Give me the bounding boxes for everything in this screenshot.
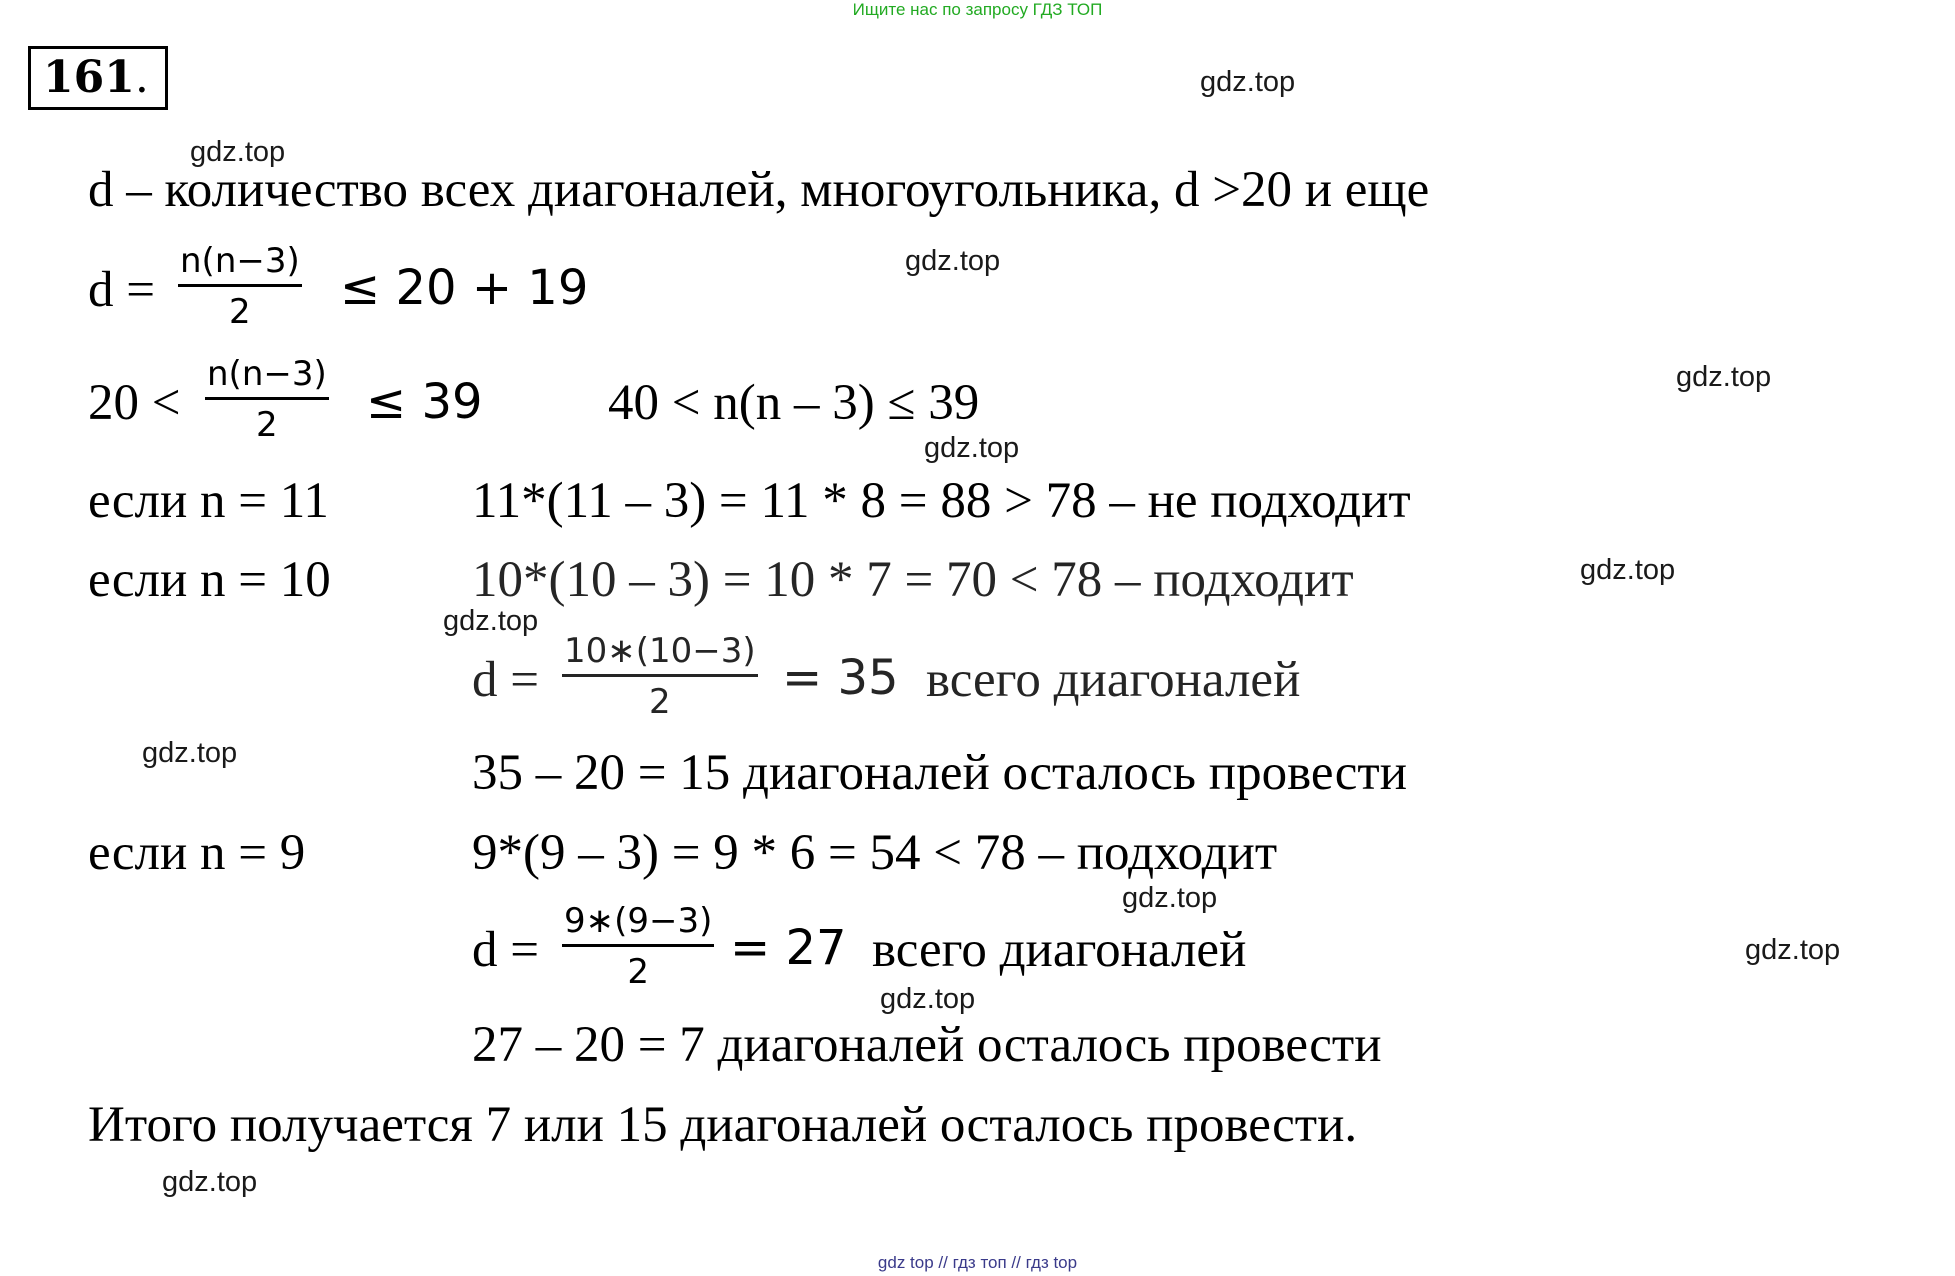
case-n10-calc: 10*(10 – 3) = 10 * 7 = 70 < 78 – подходит bbox=[472, 552, 1354, 608]
watermark: gdz.top bbox=[1200, 66, 1296, 98]
case-n10-d-value: = 35 bbox=[782, 650, 899, 706]
fraction-denominator: 2 bbox=[649, 682, 671, 722]
case-n9-d-text: всего диагоналей bbox=[872, 922, 1247, 978]
line-inequality-prefix: 20 < bbox=[88, 375, 181, 431]
watermark: gdz.top bbox=[880, 983, 976, 1015]
problem-number-box bbox=[28, 46, 168, 110]
line-definition: d – количество всех диагоналей, многоугольника, d >20 и еще bbox=[88, 162, 1430, 218]
case-n9-d-value: = 27 bbox=[730, 920, 847, 976]
watermark: gdz.top bbox=[1676, 361, 1772, 393]
case-n9-d-prefix: d = bbox=[472, 922, 540, 978]
footer-watermark: gdz top // гдз топ // гдз top bbox=[877, 1253, 1078, 1272]
fraction-inequality bbox=[205, 354, 329, 445]
case-n10-remaining: 35 – 20 = 15 диагоналей осталось провести bbox=[472, 745, 1408, 801]
watermark: gdz.top bbox=[190, 136, 286, 168]
watermark: gdz.top bbox=[1122, 882, 1218, 914]
watermark: gdz.top bbox=[162, 1166, 258, 1198]
fraction-n9 bbox=[562, 901, 714, 992]
watermark: gdz.top bbox=[443, 605, 539, 637]
fraction-formula bbox=[178, 241, 302, 332]
case-n9-calc: 9*(9 – 3) = 9 * 6 = 54 < 78 – подходит bbox=[472, 825, 1278, 881]
problem-number: 161 bbox=[43, 52, 135, 103]
fraction-numerator: n(n−3) bbox=[180, 241, 300, 281]
fraction-denominator: 2 bbox=[627, 952, 650, 992]
line-formula-suffix: ≤ 20 + 19 bbox=[340, 260, 589, 316]
fraction-numerator: 10∗(10−3) bbox=[564, 631, 756, 671]
line-inequality-right: 40 < n(n – 3) ≤ 39 bbox=[608, 375, 980, 431]
fraction-denominator: 2 bbox=[229, 292, 251, 332]
problem-number-dot: . bbox=[134, 52, 149, 103]
fraction-n10 bbox=[562, 631, 758, 722]
case-n9-label: если n = 9 bbox=[88, 825, 306, 881]
fraction-denominator: 2 bbox=[256, 405, 278, 445]
case-n10-d-text: всего диагоналей bbox=[926, 652, 1301, 708]
conclusion: Итого получается 7 или 15 диагоналей осталось провести. bbox=[88, 1097, 1358, 1153]
watermark: gdz.top bbox=[924, 432, 1020, 464]
fraction-numerator: n(n−3) bbox=[207, 354, 327, 394]
case-n11-label: если n = 11 bbox=[88, 473, 329, 529]
watermark: gdz.top bbox=[1580, 554, 1676, 586]
line-inequality-suffix: ≤ 39 bbox=[366, 374, 483, 430]
watermark: gdz.top bbox=[1745, 934, 1841, 966]
top-banner: Ищите нас по запросу ГДЗ ТОП bbox=[852, 0, 1103, 19]
line-formula-prefix: d = bbox=[88, 262, 156, 318]
case-n10-label: если n = 10 bbox=[88, 552, 331, 608]
watermark: gdz.top bbox=[905, 245, 1001, 277]
fraction-numerator: 9∗(9−3) bbox=[564, 901, 713, 941]
case-n9-remaining: 27 – 20 = 7 диагоналей осталось провести bbox=[472, 1017, 1382, 1073]
watermark: gdz.top bbox=[142, 737, 238, 769]
case-n11-calc: 11*(11 – 3) = 11 * 8 = 88 > 78 – не подходит bbox=[472, 473, 1411, 529]
case-n10-d-prefix: d = bbox=[472, 652, 540, 708]
